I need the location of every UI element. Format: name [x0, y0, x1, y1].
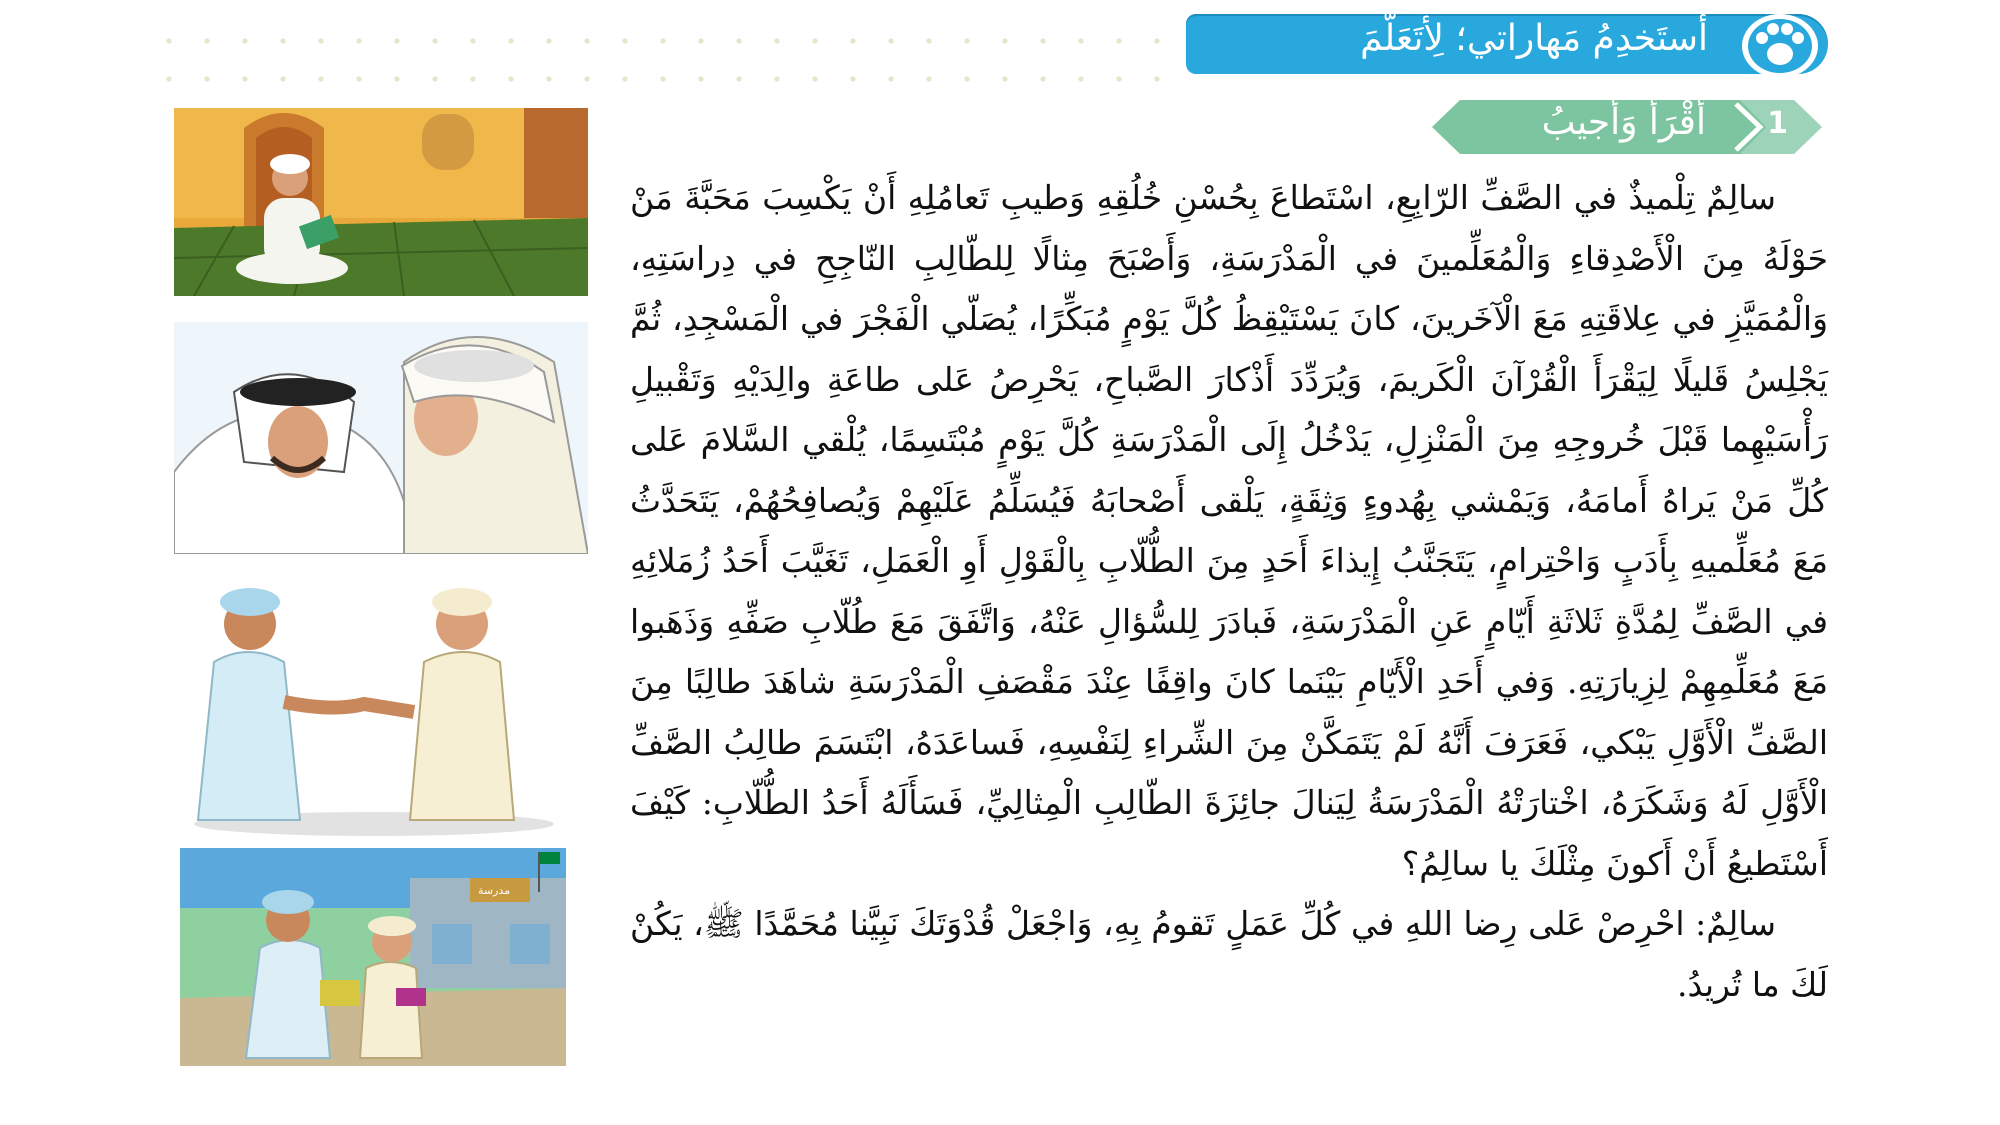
decorative-dot-pattern	[150, 22, 1170, 82]
skills-title: أَستَخدِمُ مَهاراتي؛ لِأَتَعَلَّمَ	[1360, 18, 1708, 59]
bear-paw-icon	[1736, 10, 1820, 80]
mosque-reading-illustration	[174, 108, 588, 296]
section-number: 1	[1767, 106, 1788, 141]
skills-banner	[1186, 14, 1828, 74]
handshake-illustration	[174, 572, 588, 836]
story-text	[630, 168, 1828, 1015]
school-sign: مدرسة	[478, 884, 511, 897]
section-title: أَقْرَأُ وَأُجيبُ	[1541, 102, 1706, 143]
story-paragraph: سالِمٌ تِلْميذٌ في الصَّفِّ الرّابِعِ، اسْتَطاعَ بِحُسْنِ خُلُقِهِ وَطيبِ تَعامُلِهِ أَنْ يَكْسِبَ مَحَبَّةَ مَنْ حَوْلَهُ مِنَ الْأَصْدِقاءِ وَالْمُعَلِّمينَ في الْمَدْرَسَةِ، وَأَصْبَحَ مِثالًا لِلطّالِبِ النّاجِحِ في دِراسَتِهِ، وَالْمُمَيَّزِ في عِلاقَتِهِ مَعَ الْآخَرينَ، كانَ يَسْتَيْقِظُ كُلَّ يَوْمٍ مُبَكِّرًا، يُصَلّي الْفَجْرَ في الْمَسْجِدِ، ثُمَّ يَجْلِسُ قَليلًا لِيَقْرَأَ الْقُرْآنَ الْكَريمَ، وَيُرَدِّدَ أَذْكارَ الصَّباحِ، يَحْرِصُ عَلى طاعَةِ والِدَيْهِ وَتَقْبيلِ رَأْسَيْهِما قَبْلَ خُروجِهِ مِنَ الْمَنْزِلِ، يَدْخُلُ إِلَى الْمَدْرَسَةِ كُلَّ يَوْمٍ مُبْتَسِمًا، يُلْقي السَّلامَ عَلى كُلِّ مَنْ يَراهُ أَمامَهُ، وَيَمْشي بِهُدوءٍ وَثِقَةٍ، يَلْقى أَصْحابَهُ فَيُسَلِّمُ عَلَيْهِمْ وَيُصافِحُهُمْ، يَتَحَدَّثُ مَعَ مُعَلِّميهِ بِأَدَبٍ وَاحْتِرامٍ، يَتَجَنَّبُ إِيذاءَ أَحَدٍ مِنَ الطُّلّابِ بِالْقَوْلِ أَوِ الْعَمَلِ، تَغَيَّبَ أَحَدُ زُمَلائِهِ في الصَّفِّ لِمُدَّةِ ثَلاثَةِ أَيّامٍ عَنِ الْمَدْرَسَةِ، فَبادَرَ لِلسُّؤالِ عَنْهُ، وَاتَّفَقَ مَعَ طُلّابِ صَفِّهِ وَذَهَبوا مَعَ مُعَلِّمِهِمْ لِزِيارَتِهِ. وَفي أَحَدِ الْأَيّامِ بَيْنَما كانَ واقِفًا عِنْدَ مَقْصَفِ الْمَدْرَسَةِ شاهَدَ طالِبًا مِنَ الصَّفِّ الْأَوَّلِ يَبْكي، فَعَرَفَ أَنَّهُ لَمْ يَتَمَكَّنْ مِنَ الشِّراءِ لِنَفْسِهِ، فَساعَدَهُ، ابْتَسَمَ طالِبُ الصَّفِّ الْأَوَّلِ لَهُ وَشَكَرَهُ، اخْتارَتْهُ الْمَدْرَسَةُ لِيَنالَ جائِزَةَ الطّالِبِ الْمِثالِيِّ، فَسَأَلَهُ أَحَدُ الطُّلّابِ: كَيْفَ أَسْتَطيعُ أَنْ أَكونَ مِثْلَكَ يا سالِمُ؟	[630, 178, 1828, 883]
helping-student-illustration	[180, 848, 566, 1066]
respect-parents-illustration	[174, 322, 588, 554]
section-heading	[1430, 98, 1824, 156]
story-paragraph: سالِمٌ: احْرِصْ عَلى رِضا اللهِ في كُلِّ عَمَلٍ تَقومُ بِهِ، وَاجْعَلْ قُدْوَتَكَ نَبِيَّنا مُحَمَّدًا ﷺ، يَكُنْ لَكَ ما تُريدُ.	[630, 904, 1828, 1004]
